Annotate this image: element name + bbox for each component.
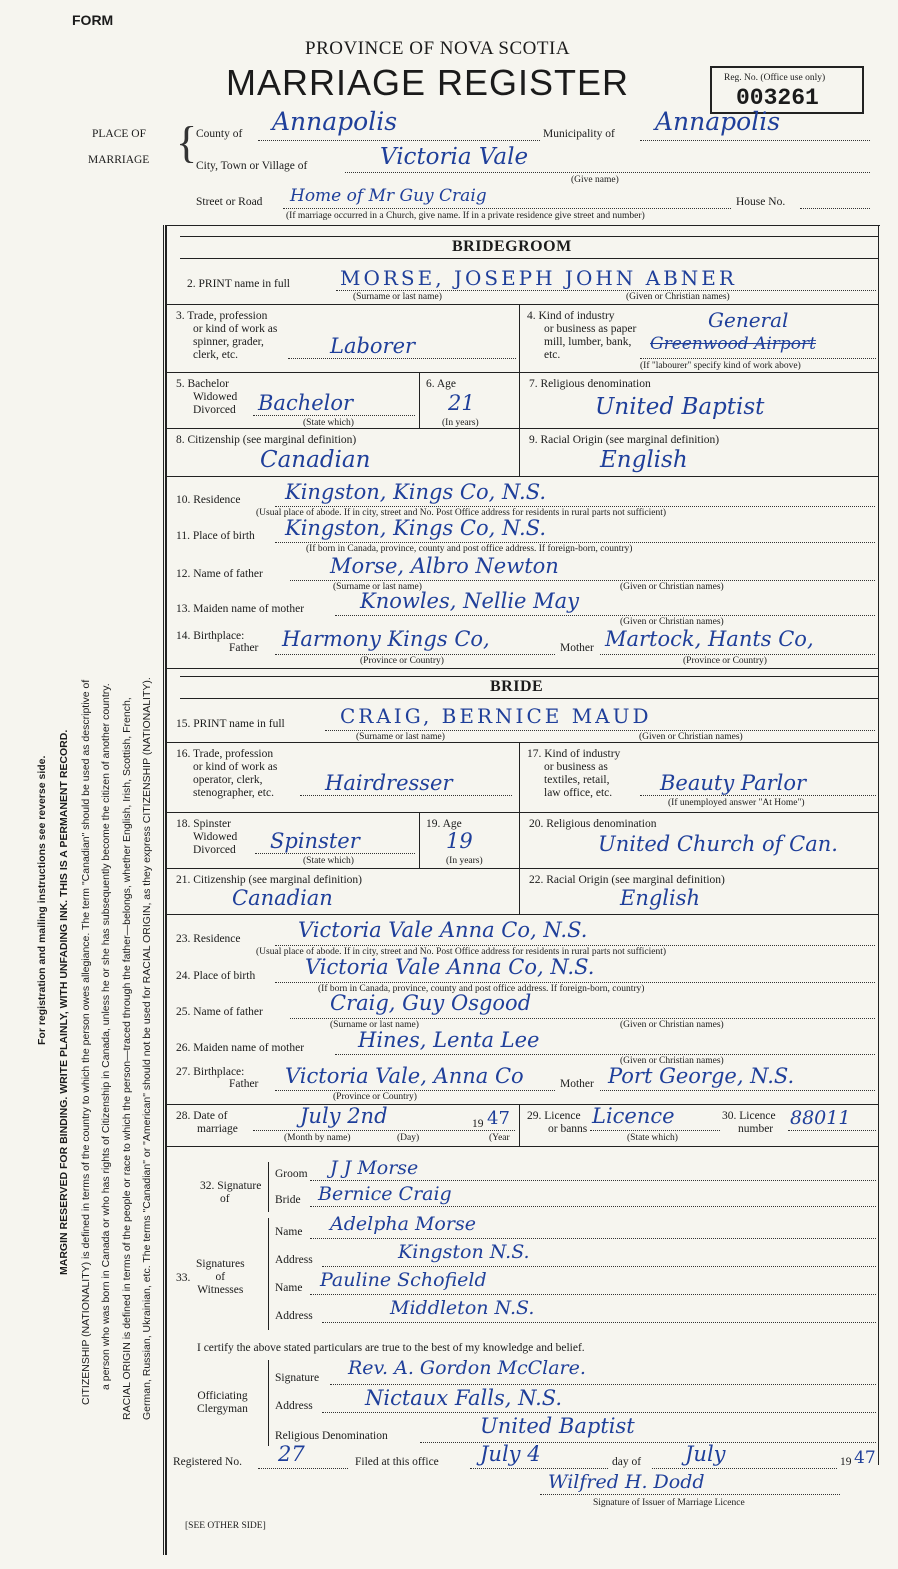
f8-label: 8. Citizenship (see marginal definition) [176, 434, 357, 446]
groom-mother-given-caption: (Given or Christian names) [620, 617, 724, 627]
registered-number: 27 [278, 1442, 305, 1466]
f20-label: 20. Religious denomination [529, 818, 657, 830]
groom-surname-caption: (Surname or last name) [353, 292, 442, 302]
f5-label: 5. Bachelor Widowed Divorced [176, 378, 238, 416]
f27-father-label: Father [229, 1078, 259, 1090]
certification-statement: I certify the above stated particulars are true to the best of my knowledge and belief. [197, 1342, 585, 1354]
groom-trade: Laborer [330, 334, 416, 358]
month-caption: (Month by name) [284, 1133, 351, 1143]
f32-label: 32. Signature of [200, 1180, 262, 1205]
f14-mother-label: Mother [560, 642, 594, 654]
clergy-religion-label: Religious Denomination [275, 1430, 388, 1442]
f2-label: 2. PRINT name in full [187, 278, 290, 290]
f25-label: 25. Name of father [176, 1006, 263, 1018]
f30-label: 30. Licence number [722, 1110, 776, 1135]
groom-father-surname-caption: (Surname or last name) [333, 582, 422, 592]
bride-status-caption: (State which) [303, 856, 354, 866]
bride-father: Craig, Guy Osgood [330, 991, 532, 1015]
clergy-religion: United Baptist [480, 1414, 635, 1438]
groom-residence-note: (Usual place of abode. If in city, street and No. Post Office address for residents in rural parts not sufficient) [256, 508, 667, 518]
groom-birth-note: (If born in Canada, province, county and post office address. If foreign-born, country) [306, 544, 633, 554]
sidebar-line-1: For registration and mailing instructions see reverse side. [36, 755, 48, 1045]
street-label: Street or Road [196, 196, 263, 208]
city-label: City, Town or Village of [196, 160, 308, 172]
sidebar-line-5: RACIAL ORIGIN is defined in terms of the people or race to which the person—traced through the father—belongs, whether English, Irish, Scottish, French, [121, 697, 133, 1420]
groom-age-caption: (In years) [442, 418, 479, 428]
groom-status-caption: (State which) [303, 418, 354, 428]
bride-mother-given-caption: (Given or Christian names) [620, 1056, 724, 1066]
groom-name: MORSE, JOSEPH JOHN ABNER [340, 266, 737, 290]
groom-given-caption: (Given or Christian names) [626, 292, 730, 302]
filed-label: Filed at this office [355, 1456, 439, 1468]
bride-industry: Beauty Parlor [660, 771, 807, 795]
filed-year-prefix: 19 [840, 1456, 852, 1468]
groom-residence: Kingston, Kings Co, N.S. [285, 480, 547, 504]
bride-residence-note: (Usual place of abode. If in city, street and No. Post Office address for residents in rural parts not sufficient) [256, 947, 667, 957]
filed-day: July 4 [480, 1442, 541, 1466]
day-of-label: day of [612, 1456, 642, 1468]
f27-mother-label: Mother [560, 1078, 594, 1090]
county-value: Annapolis [272, 107, 398, 136]
groom-signature: J J Morse [330, 1157, 419, 1179]
house-label: House No. [736, 196, 786, 208]
page-title: MARRIAGE REGISTER [226, 62, 630, 103]
street-value: Home of Mr Guy Craig [290, 186, 487, 206]
form-label: FORM [72, 12, 114, 28]
f22-label: 22. Racial Origin (see marginal definition) [529, 874, 725, 886]
f15-label: 15. PRINT name in full [176, 718, 285, 730]
licence-or-banns: Licence [592, 1104, 675, 1128]
groom-sig-label: Groom [275, 1168, 308, 1180]
f29-label: 29. Licence or banns [527, 1110, 588, 1135]
sidebar-line-3: CITIZENSHIP (NATIONALITY) is defined in terms of the country to which the person owes allegiance. The term "Canadian" should be used as descriptive of [80, 679, 92, 1405]
bride-sig-label: Bride [275, 1194, 301, 1206]
bride-given-caption: (Given or Christian names) [639, 732, 743, 742]
marriage-year-prefix: 19 [472, 1118, 484, 1130]
day-caption: (Day) [397, 1133, 420, 1143]
labourer-note: (If "labourer" specify kind of work above) [640, 361, 801, 371]
f13-label: 13. Maiden name of mother [176, 603, 305, 615]
bridegroom-heading: BRIDEGROOM [452, 238, 572, 255]
f10-label: 10. Residence [176, 494, 241, 506]
registered-label: Registered No. [173, 1456, 242, 1468]
groom-father: Morse, Albro Newton [330, 554, 559, 578]
f4-label: 4. Kind of industry or business as paper mill, lumber, bank, etc. [527, 310, 637, 361]
issuer-label: Signature of Issuer of Marriage Licence [593, 1498, 745, 1508]
w1-name-label: Name [275, 1226, 303, 1238]
witness-1-name: Adelpha Morse [330, 1213, 476, 1235]
bride-residence: Victoria Vale Anna Co, N.S. [298, 918, 588, 942]
bride-mother-birthplace: Port George, N.S. [608, 1064, 795, 1088]
f24-label: 24. Place of birth [176, 970, 256, 982]
licence-state-caption: (State which) [627, 1133, 678, 1143]
groom-citizenship: Canadian [260, 447, 371, 473]
w1-address-label: Address [275, 1254, 313, 1266]
bride-surname-caption: (Surname or last name) [356, 732, 445, 742]
f11-label: 11. Place of birth [176, 530, 255, 542]
bride-religion: United Church of Can. [598, 832, 838, 856]
f14-father-label: Father [229, 642, 259, 654]
clergy-label: Officiating Clergyman [197, 1390, 248, 1415]
bride-status: Spinster [270, 829, 360, 853]
f21-label: 21. Citizenship (see marginal definition) [176, 874, 362, 886]
marriage-label: MARRIAGE [88, 154, 150, 166]
bride-age: 19 [446, 829, 473, 853]
sidebar-line-4: a person who was born in Canada or who has rights of Citizenship in Canada, unless he or she has subsequently become the citizen of another country. [100, 683, 112, 1390]
bride-heading: BRIDE [490, 678, 544, 695]
witness-2-address: Middleton N.S. [390, 1297, 535, 1319]
f27-label: 27. Birthplace: [176, 1066, 245, 1078]
f17-label: 17. Kind of industry or business as textiles, retail, law office, etc. [527, 748, 621, 799]
clergy-address: Nictaux Falls, N.S. [365, 1386, 563, 1410]
bride-racial: English [620, 886, 701, 910]
groom-father-province-caption: (Province or Country) [360, 656, 444, 666]
county-label: County of [196, 128, 243, 140]
bride-citizenship: Canadian [232, 886, 333, 910]
groom-mother-birthplace: Martock, Hants Co, [605, 627, 814, 651]
f19-label: 19. Age [426, 818, 462, 830]
clergy-signature-label: Signature [275, 1372, 320, 1384]
f3-label: 3. Trade, profession or kind of work as spinner, grader, clerk, etc. [176, 310, 278, 361]
f23-label: 23. Residence [176, 933, 241, 945]
f14-label: 14. Birthplace: [176, 630, 245, 642]
bride-age-caption: (In years) [446, 856, 483, 866]
marriage-date: July 2nd [300, 1104, 388, 1128]
filed-month: July [685, 1442, 726, 1466]
groom-mother: Knowles, Nellie May [360, 589, 580, 613]
f28-label: 28. Date of marriage [176, 1110, 238, 1135]
bride-name: CRAIG, BERNICE MAUD [340, 704, 652, 728]
bride-trade: Hairdresser [325, 771, 453, 795]
f12-label: 12. Name of father [176, 568, 263, 580]
groom-birthplace: Kingston, Kings Co, N.S. [285, 516, 547, 540]
f7-label: 7. Religious denomination [529, 378, 651, 390]
province-heading: PROVINCE OF NOVA SCOTIA [305, 38, 571, 59]
bride-signature: Bernice Craig [318, 1183, 452, 1205]
place-of-label: PLACE OF [92, 128, 146, 140]
registration-number: 003261 [736, 85, 819, 111]
bride-father-given-caption: (Given or Christian names) [620, 1020, 724, 1030]
municipality-value: Annapolis [655, 107, 781, 136]
bride-birthplace: Victoria Vale Anna Co, N.S. [305, 955, 595, 979]
groom-mother-province-caption: (Province or Country) [683, 656, 767, 666]
bride-father-surname-caption: (Surname or last name) [330, 1020, 419, 1030]
municipality-label: Municipality of [543, 128, 615, 140]
bride-father-birthplace: Victoria Vale, Anna Co [285, 1064, 524, 1088]
street-note: (If marriage occurred in a Church, give name. If in a private residence give street and number) [286, 211, 645, 221]
sidebar-line-2: MARGIN RESERVED FOR BINDING. WRITE PLAINLY, WITH UNFADING INK. THIS IS A PERMANENT RECORD. [58, 729, 70, 1275]
place-brace: { [176, 118, 198, 167]
groom-status: Bachelor [258, 391, 354, 415]
bride-father-province-caption: (Province or Country) [333, 1092, 417, 1102]
filed-year: 47 [854, 1448, 876, 1468]
see-other-side: [SEE OTHER SIDE] [185, 1521, 266, 1531]
sidebar-line-6: German, Russian, Ukrainian, etc. The terms "Canadian" or "American" should not be used for RACIAL ORIGIN, as they express CITIZENSHIP (NATIONALITY). [141, 677, 153, 1420]
groom-industry: General [708, 308, 789, 332]
f33-number: 33. [176, 1272, 191, 1284]
marriage-year: 47 [487, 1108, 510, 1129]
f18-label: 18. Spinster Widowed Divorced [176, 818, 238, 856]
f33-label: Signatures of Witnesses [196, 1258, 245, 1296]
give-name-caption: (Give name) [571, 175, 619, 185]
registration-number-label: Reg. No. (Office use only) [724, 73, 826, 83]
witness-2-name: Pauline Schofield [320, 1269, 487, 1291]
groom-industry-struck: Greenwood Airport [650, 334, 816, 354]
f16-label: 16. Trade, profession or kind of work as operator, clerk, stenographer, etc. [176, 748, 278, 799]
witness-1-address: Kingston N.S. [398, 1241, 530, 1263]
f9-label: 9. Racial Origin (see marginal definition) [529, 434, 720, 446]
unemployed-note: (If unemployed answer "At Home") [668, 798, 805, 808]
groom-father-birthplace: Harmony Kings Co, [282, 627, 490, 651]
groom-racial: English [600, 447, 688, 473]
f26-label: 26. Maiden name of mother [176, 1042, 305, 1054]
clergy-signature: Rev. A. Gordon McClare. [348, 1357, 586, 1379]
w2-name-label: Name [275, 1282, 303, 1294]
clergy-address-label: Address [275, 1400, 313, 1412]
f6-label: 6. Age [426, 378, 457, 390]
city-value: Victoria Vale [380, 144, 529, 170]
issuer-signature: Wilfred H. Dodd [548, 1471, 705, 1493]
groom-father-given-caption: (Given or Christian names) [620, 582, 724, 592]
groom-religion: United Baptist [595, 394, 765, 420]
groom-age: 21 [448, 391, 475, 415]
bride-mother: Hines, Lenta Lee [358, 1028, 540, 1052]
w2-address-label: Address [275, 1310, 313, 1322]
licence-number: 88011 [790, 1107, 851, 1129]
year-caption: (Year [489, 1133, 510, 1143]
bride-birth-note: (If born in Canada, province, county and post office address. If foreign-born, country) [318, 984, 645, 994]
